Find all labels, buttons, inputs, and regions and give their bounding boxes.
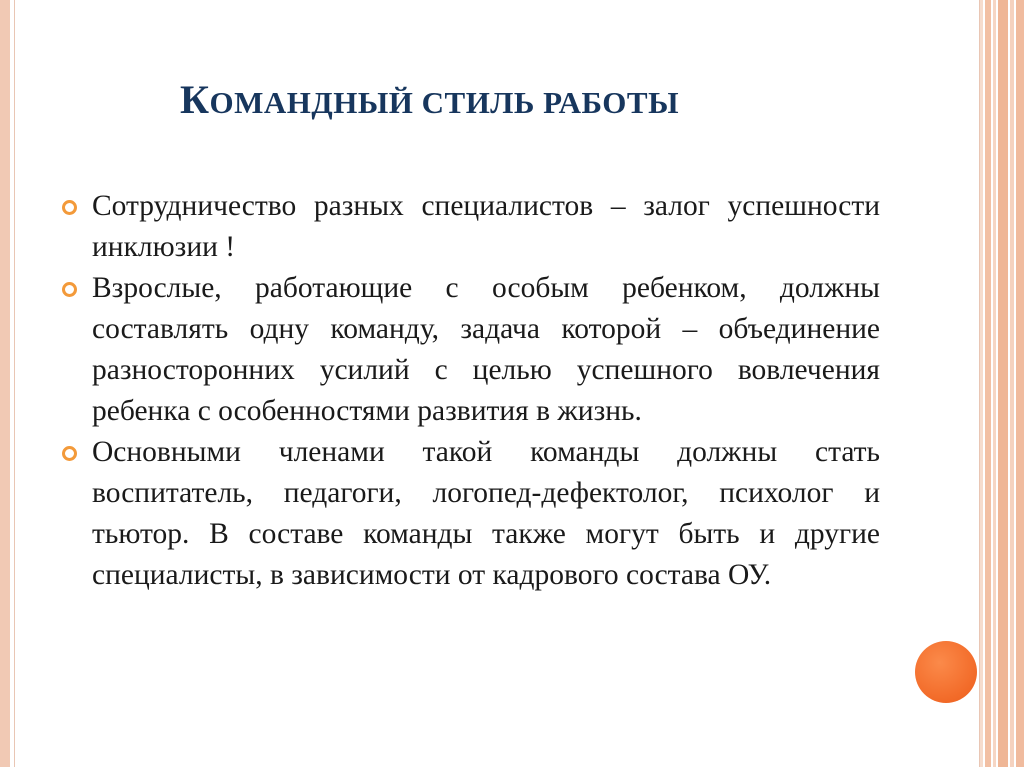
left-border-stripe [0, 0, 10, 767]
bullet-ring-icon [62, 200, 77, 215]
slide-title-rest: ОМАНДНЫЙ СТИЛЬ РАБОТЫ [209, 85, 680, 120]
bullet-text: Основными членами такой команды должны стать воспитатель, педагоги, логопед-дефектолог, психолог и тьютор. В составе команды также могут быть и другие специалисты, в зависимости от кадрового состава ОУ. [92, 436, 880, 591]
bullet-ring-icon [62, 282, 77, 297]
bullet-item-team [60, 268, 880, 432]
bullet-item-collaboration [60, 186, 880, 268]
bullet-text: Сотрудничество разных специалистов – залог успешности инклюзии ! [92, 190, 880, 263]
slide-title-initial: К [180, 77, 210, 122]
orange-circle-decoration [915, 641, 977, 703]
bullet-text: Взрослые, работающие с особым ребенком, должны составлять одну команду, задача которой – объединение разносторонних усилий с целью успешного вовлечения ребенка с особенностями развития в жизнь. [92, 272, 880, 427]
bullet-ring-icon [62, 446, 77, 461]
slide-title [180, 76, 880, 123]
bullet-item-members [60, 432, 880, 596]
bullet-list [60, 186, 880, 596]
right-decorative-stripes [980, 0, 1024, 767]
